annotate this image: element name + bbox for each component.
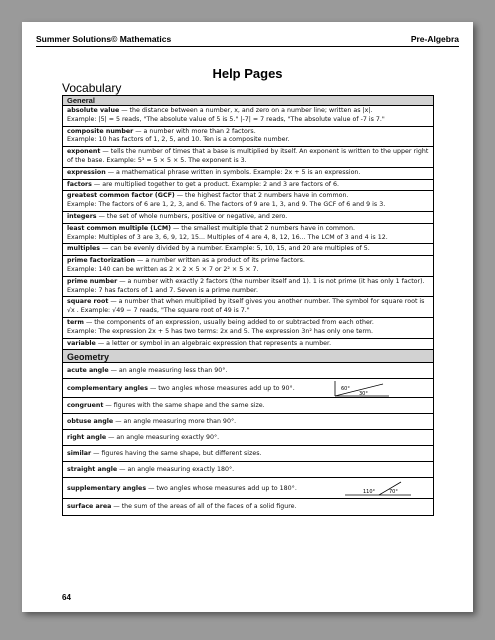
term: factors <box>67 180 92 188</box>
definition: — a number that when multiplied by itself gives you another number. The symbol for square root is √x . Example: √49 − 7 reads, "The square root of 49 is 7." <box>67 298 425 315</box>
definition: — two angles whose measures add up to 90°. <box>147 385 295 393</box>
term: expression <box>67 168 106 176</box>
term: term <box>67 318 84 326</box>
definition: — the sum of the areas of all of the faces of a solid figure. <box>111 503 297 511</box>
term-row <box>63 446 433 462</box>
example: Example: 140 can be written as 2 × 2 × 5 × 7 or 2² × 5 × 7. <box>67 265 259 273</box>
page-number: 64 <box>62 593 71 602</box>
definition: — the set of whole numbers, positive or negative, and zero. <box>96 212 288 220</box>
definition: — a number with more than 2 factors. <box>133 127 256 135</box>
term-row <box>63 430 433 446</box>
definition: — the smallest multiple that 2 numbers have in common. <box>170 224 355 232</box>
term-row <box>63 168 433 180</box>
term-row <box>63 256 433 277</box>
running-header <box>36 32 459 47</box>
term: prime factorization <box>67 257 136 265</box>
term-row <box>63 398 433 414</box>
definition: — figures having the same shape, but different sizes. <box>91 450 262 458</box>
header-subject: Pre-Algebra <box>410 34 459 44</box>
angle-label-a: 110° <box>363 489 376 496</box>
term: obtuse angle <box>67 418 114 426</box>
example: Example: 10 has factors of 1, 2, 5, and 10. Ten is a composite number. <box>67 136 290 144</box>
term-row <box>63 224 433 245</box>
definition: — can be evenly divided by a number. Example: 5, 10, 15, and 20 are multiples of 5. <box>100 245 370 253</box>
term: variable <box>67 339 96 347</box>
example: Example: Multiples of 3 are 3, 6, 9, 12, 15... Multiples of 4 are 4, 8, 12, 16... The LCM of 3 and 4 is 12. <box>67 233 388 241</box>
definition: — tells the number of times that a base is multiplied by itself. An exponent is written to the upper right of the base. Example: 5³ = 5 × 5 × 5. The exponent is 3. <box>67 148 429 164</box>
term: absolute value <box>67 107 120 114</box>
term-row <box>63 212 433 224</box>
term: multiples <box>67 245 101 253</box>
term: right angle <box>67 434 107 442</box>
page-title: Help Pages <box>212 66 283 81</box>
term-row <box>63 318 433 339</box>
section-general-heading: General <box>63 96 433 106</box>
supplementary-angles-figure <box>343 479 413 498</box>
definition: — a letter or symbol in an algebraic expression that represents a number. <box>95 339 332 347</box>
definition: — figures with the same shape and the same size. <box>103 402 265 410</box>
term: greatest common factor (GCF) <box>67 192 175 200</box>
definition: — an angle measuring exactly 180°. <box>117 466 235 474</box>
definition: — are multiplied together to get a product. Example: 2 and 3 are factors of 6. <box>91 180 340 188</box>
term: congruent <box>67 402 104 410</box>
general-rows <box>63 106 433 349</box>
term: square root <box>67 298 109 306</box>
term: exponent <box>67 148 101 156</box>
definition: — an angle measuring exactly 90°. <box>106 434 220 442</box>
definition: — a mathematical phrase written in symbols. Example: 2x + 5 is an expression. <box>105 168 361 176</box>
term-row <box>63 462 433 478</box>
term-row <box>63 277 433 298</box>
term-row <box>63 478 433 499</box>
angle-label-b: 70° <box>389 489 398 496</box>
definition: — two angles whose measures add up to 180°. <box>146 485 297 493</box>
term: prime number <box>67 277 118 285</box>
term-row <box>63 414 433 430</box>
definition: — an angle measuring more than 90°. <box>113 418 237 426</box>
geometry-rows <box>63 363 433 515</box>
term-row <box>63 363 433 379</box>
example: Example: The factors of 6 are 1, 2, 3, and 6. The factors of 9 are 1, 3, and 9. The GCF of 6 and 9 is 3. <box>67 201 386 209</box>
term: complementary angles <box>67 385 148 393</box>
header-series: Summer Solutions© Mathematics <box>36 34 172 44</box>
example: Example: The expression 2x + 5 has two terms: 2x and 5. The expression 3n² has only one term. <box>67 327 374 335</box>
vocabulary-heading: Vocabulary <box>62 81 122 95</box>
definition: — the highest factor that 2 numbers have in common. <box>174 192 349 200</box>
term: surface area <box>67 503 112 511</box>
term-row <box>63 191 433 212</box>
section-geometry-heading: Geometry <box>63 349 433 363</box>
definition: — a number with exactly 2 factors (the number itself and 1). 1 is not prime (it has only 1 factor). Example: 7 has factors of 1 and 7. Seven is a prime number. <box>67 277 425 294</box>
angle-label-a: 60° <box>341 386 350 393</box>
example: Example: |5| = 5 reads, "The absolute value of 5 is 5." |-7| = 7 reads, "The absolute value of -7 is 7." <box>67 115 385 123</box>
complementary-angles-figure <box>331 379 393 398</box>
term-row <box>63 180 433 192</box>
term-row <box>63 499 433 515</box>
term: least common multiple (LCM) <box>67 224 171 232</box>
term-row <box>63 244 433 256</box>
term: acute angle <box>67 367 109 375</box>
term-row <box>63 147 433 168</box>
definition: — the distance between a number, x, and zero on a number line; written as |x|. <box>119 107 373 114</box>
term: straight angle <box>67 466 118 474</box>
term: similar <box>67 450 92 458</box>
term-row <box>63 339 433 350</box>
term-row <box>63 297 433 318</box>
definition: — a number written as a product of its prime factors. <box>135 257 305 265</box>
term: integers <box>67 212 97 220</box>
term-row <box>63 127 433 148</box>
page <box>22 22 473 612</box>
angle-label-b: 30° <box>359 391 368 398</box>
term-row <box>63 379 433 398</box>
vocabulary-table <box>62 95 434 516</box>
definition: — the components of an expression, usually being added to or subtracted from each other. <box>83 318 374 326</box>
definition: — an angle measuring less than 90°. <box>108 367 228 375</box>
term-row <box>63 106 433 127</box>
term: supplementary angles <box>67 485 147 493</box>
term: composite number <box>67 127 134 135</box>
